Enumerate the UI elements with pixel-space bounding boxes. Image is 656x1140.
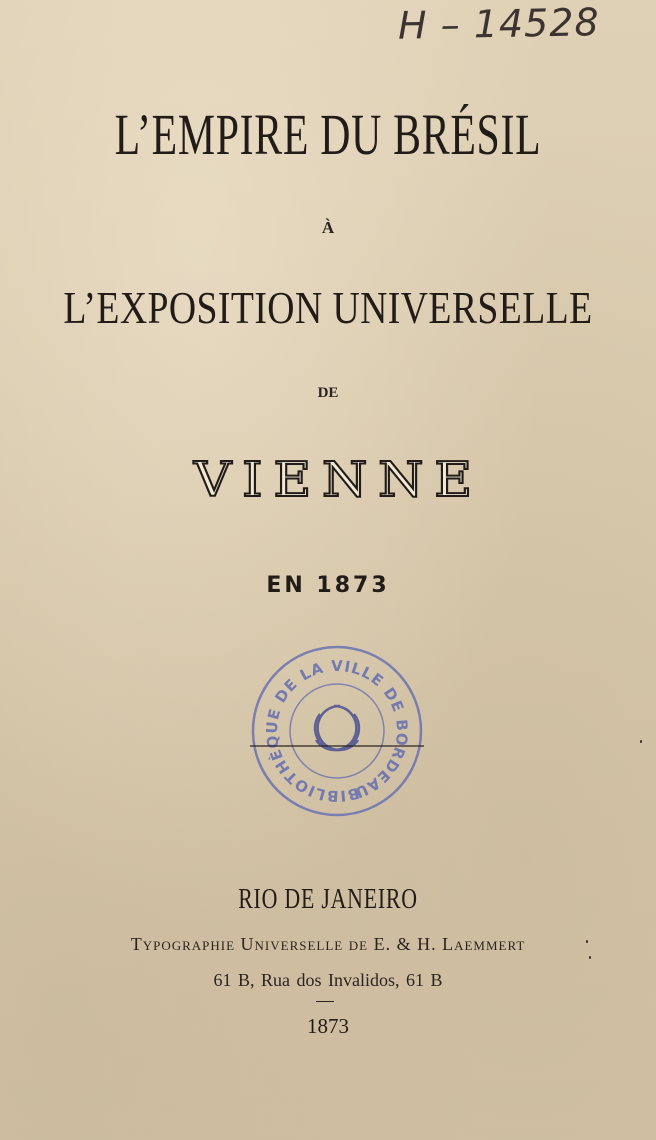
title-vienne: VIENNE (193, 452, 483, 508)
imprint-address: 61 B, Rua dos Invalidos, 61 B (213, 970, 443, 990)
paper-speck (640, 740, 642, 743)
stamp-text: BIBLIOTHÈQUE DE LA VILLE DE BORDEAUX (262, 656, 412, 806)
paper-speck (589, 956, 591, 959)
title-a: À (321, 218, 335, 237)
title-empire: L’EMPIRE DU BRÉSIL (114, 102, 542, 167)
imprint-year: 1873 (307, 1014, 349, 1038)
handwritten-shelfmark: H – 14528 (397, 0, 600, 48)
imprint-place: RIO DE JANEIRO (238, 884, 418, 915)
crescent-emblem-icon (315, 706, 359, 750)
title-exposition: L’EXPOSITION UNIVERSELLE (63, 282, 593, 333)
paper-speck (586, 940, 588, 943)
title-year: EN 1873 (266, 573, 390, 598)
library-stamp (250, 644, 424, 818)
imprint-printer: Typographie Universelle de E. & H. Laemmert (130, 934, 526, 954)
title-de: DE (317, 385, 339, 401)
imprint-rule (316, 1001, 334, 1002)
